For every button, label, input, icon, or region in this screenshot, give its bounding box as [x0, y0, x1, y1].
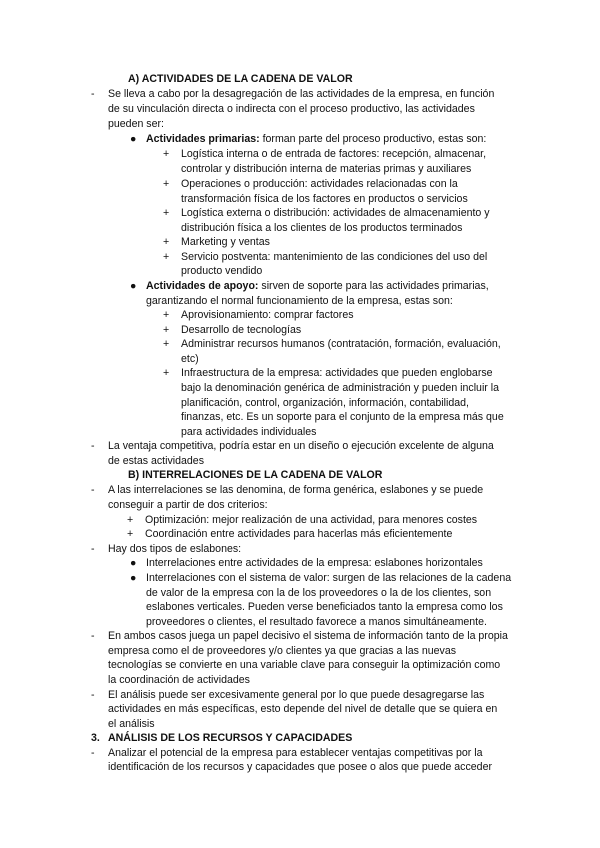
plus-marker: +: [127, 514, 134, 526]
list-item-line: Logística interna o de entrada de factores: recepción, almacenar,: [181, 148, 487, 160]
dash-marker: -: [91, 440, 95, 452]
paragraph-line: conseguir a partir de dos criterios:: [108, 499, 268, 511]
paragraph-line: la coordinación de actividades: [108, 674, 250, 686]
paragraph-line: Analizar el potencial de la empresa para establecer ventajas competitivas por la: [108, 747, 483, 759]
bullet-marker: ●: [130, 572, 137, 584]
list-item-line: eslabones verticales. Pueden verse beneficiados tanto la empresa como los: [146, 601, 503, 613]
plus-marker: +: [163, 309, 170, 321]
bullet-marker: ●: [130, 133, 137, 145]
list-item-line: transformación física de los factores en productos o servicios: [181, 193, 468, 205]
list-item-line: para actividades individuales: [181, 426, 317, 438]
plus-marker: +: [163, 148, 170, 160]
list-item-line: proveedores o clientes, el resultado favorece a manos simultáneamente.: [146, 616, 487, 628]
plus-marker: +: [163, 338, 170, 350]
list-item-line: producto vendido: [181, 265, 263, 277]
section-b-heading: B) INTERRELACIONES DE LA CADENA DE VALOR: [128, 469, 383, 481]
plus-marker: +: [163, 207, 170, 219]
paragraph-line: actividades en más específicas, esto depende del nivel de detalle que se quiera en: [108, 703, 498, 715]
paragraph-line: garantizando el normal funcionamiento de la empresa, estas son:: [146, 295, 453, 307]
paragraph-line: tecnologías se convierte en una variable clave para conseguir la optimización como: [108, 659, 501, 671]
dash-marker: -: [91, 747, 95, 759]
paragraph-line: pueden ser:: [108, 118, 164, 130]
dash-marker: -: [91, 689, 95, 701]
list-item-line: distribución física a los clientes de los productos terminados: [181, 222, 463, 234]
list-item-line: Marketing y ventas: [181, 236, 270, 248]
apoyo-line: [146, 279, 489, 294]
list-item-line: Desarrollo de tecnologías: [181, 324, 302, 336]
bullet-marker: ●: [130, 280, 137, 292]
list-item-line: Aprovisionamiento: comprar factores: [181, 309, 354, 321]
paragraph-line: de estas actividades: [108, 455, 204, 467]
paragraph-line: La ventaja competitiva, podría estar en un diseño o ejecución excelente de alguna: [108, 440, 494, 452]
plus-marker: +: [163, 367, 170, 379]
paragraph-line: identificación de los recursos y capacidades que posee o alos que puede acceder: [108, 761, 492, 773]
list-item-line: Servicio postventa: mantenimiento de las condiciones del uso del: [181, 251, 488, 263]
list-item-line: de valor de la empresa con la de los proveedores o la de los clientes, son: [146, 587, 492, 599]
list-item-line: bajo la denominación genérica de administración y pueden incluir la: [181, 382, 500, 394]
paragraph-line: A las interrelaciones se las denomina, de forma genérica, eslabones y se puede: [108, 484, 484, 496]
list-item-line: Interrelaciones con el sistema de valor: surgen de las relaciones de la cadena: [146, 572, 512, 584]
dash-marker: -: [91, 630, 95, 642]
list-item-line: etc): [181, 353, 199, 365]
list-item-line: Interrelaciones entre actividades de la empresa: eslabones horizontales: [146, 557, 483, 569]
paragraph-line: En ambos casos juega un papel decisivo el sistema de información tanto de la propia: [108, 630, 508, 642]
dash-marker: -: [91, 88, 95, 100]
list-item-line: Operaciones o producción: actividades relacionadas con la: [181, 178, 458, 190]
plus-marker: +: [163, 324, 170, 336]
list-item-line: Coordinación entre actividades para hacerlas más eficientemente: [145, 528, 453, 540]
section-a-heading: A) ACTIVIDADES DE LA CADENA DE VALOR: [128, 73, 353, 85]
section-3-heading: ANÁLISIS DE LOS RECURSOS Y CAPACIDADES: [108, 732, 353, 744]
paragraph-line: empresa como el de proveedores y/o clientes ya que gracias a las nuevas: [108, 645, 457, 657]
section-3-number: 3.: [91, 732, 100, 744]
list-item-line: finanzas, etc. Es un soporte para el conjunto de la empresa más que: [181, 411, 504, 423]
apoyo-rest: sirven de soporte para las actividades primarias,: [258, 280, 489, 292]
plus-marker: +: [127, 528, 134, 540]
list-item-line: Optimización: mejor realización de una actividad, para menores costes: [145, 514, 478, 526]
paragraph-line: Se lleva a cabo por la desagregación de las actividades de la empresa, en función: [108, 88, 495, 100]
paragraph-line: de su vinculación directa o indirecta con el proceso productivo, las actividades: [108, 103, 475, 115]
primarias-term: Actividades primarias:: [146, 133, 260, 145]
plus-marker: +: [163, 236, 170, 248]
primarias-rest: forman parte del proceso productivo, estas son:: [259, 133, 487, 145]
plus-marker: +: [163, 251, 170, 263]
dash-marker: -: [91, 543, 95, 555]
dash-marker: -: [91, 484, 95, 496]
plus-marker: +: [163, 178, 170, 190]
paragraph-line: El análisis puede ser excesivamente general por lo que puede desagregarse las: [108, 689, 485, 701]
paragraph-line: el análisis: [108, 718, 155, 730]
primarias-line: [146, 132, 486, 147]
list-item-line: Administrar recursos humanos (contratación, formación, evaluación,: [181, 338, 501, 350]
list-item-line: controlar y distribución interna de materias primas y auxiliares: [181, 163, 472, 175]
list-item-line: Logística externa o distribución: actividades de almacenamiento y: [181, 207, 490, 219]
list-item-line: planificación, control, organización, información, contabilidad,: [181, 397, 469, 409]
paragraph-line: Hay dos tipos de eslabones:: [108, 543, 242, 555]
bullet-marker: ●: [130, 557, 137, 569]
apoyo-term: Actividades de apoyo:: [146, 280, 259, 292]
list-item-line: Infraestructura de la empresa: actividades que pueden englobarse: [181, 367, 493, 379]
